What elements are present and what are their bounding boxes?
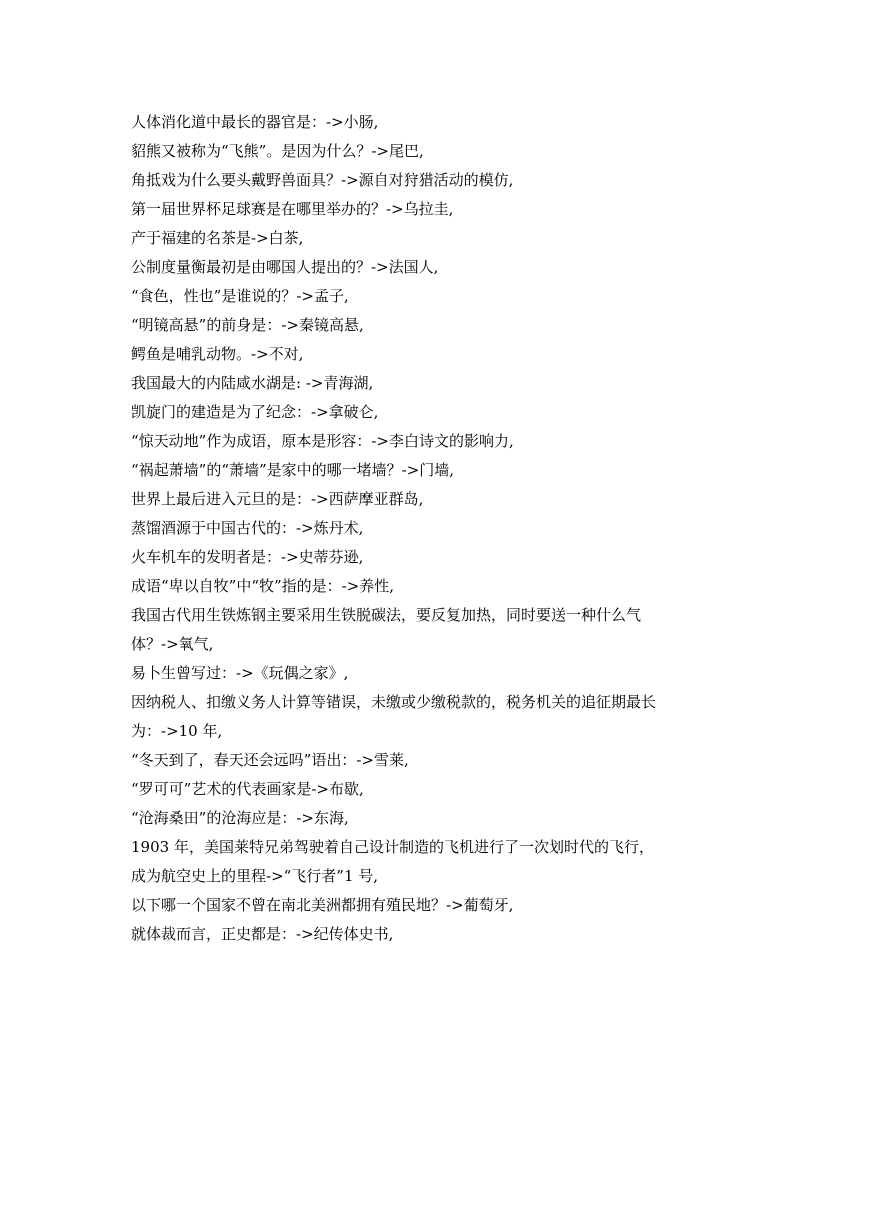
text-line: 1903 年，美国莱特兄弟驾驶着自己设计制造的飞机进行了一次划时代的飞行， [131, 838, 654, 856]
text-line: 我国古代用生铁炼钢主要采用生铁脱碳法，要反复加热，同时要送一种什么气 [131, 606, 642, 624]
text-line: 为：->10 年, [131, 722, 223, 740]
text-line: 第一届世界杯足球赛是在哪里举办的？->乌拉圭, [131, 200, 454, 218]
text-line: “明镜高悬”的前身是：->秦镜高悬, [131, 316, 364, 334]
text-line: 易卜生曾写过：->《玩偶之家》, [131, 664, 349, 682]
text-line: 世界上最后进入元旦的是：->西萨摩亚群岛, [131, 490, 424, 508]
text-line: 鳄鱼是哺乳动物。->不对, [131, 345, 304, 363]
text-line: 以下哪一个国家不曾在南北美洲都拥有殖民地？->葡萄牙, [131, 896, 514, 914]
text-line: 产于福建的名茶是->白茶, [131, 229, 304, 247]
text-line: “冬天到了，春天还会远吗”语出：->雪莱, [131, 751, 409, 769]
text-line: 人体消化道中最长的器官是：->小肠, [131, 113, 379, 131]
text-line: 蒸馏酒源于中国古代的：->炼丹术, [131, 519, 364, 537]
text-line: 体？->氧气, [131, 635, 214, 653]
text-line: “祸起萧墙”的“萧墙”是家中的哪一堵墙？->门墙, [131, 461, 455, 479]
text-line: 公制度量衡最初是由哪国人提出的？->法国人, [131, 258, 439, 276]
text-line: 貂熊又被称为“飞熊”。是因为什么？->尾巴, [131, 142, 424, 160]
text-line: 凯旋门的建造是为了纪念：->拿破仑, [131, 403, 379, 421]
text-line: “食色，性也”是谁说的？->孟子, [131, 287, 349, 305]
text-line: 成为航空史上的里程->“飞行者”1 号, [131, 867, 379, 885]
text-line: 成语“卑以自牧”中“牧”指的是：->养性, [131, 577, 395, 595]
text-line: 我国最大的内陆咸水湖是: ->青海湖, [131, 374, 374, 392]
text-line: 因纳税人、扣缴义务人计算等错误，未缴或少缴税款的，税务机关的追征期最长 [131, 693, 657, 711]
text-line: 角抵戏为什么要头戴野兽面具？->源自对狩猎活动的模仿, [131, 171, 514, 189]
text-line: 火车机车的发明者是：->史蒂芬逊, [131, 548, 364, 566]
document-body [131, 108, 743, 949]
text-line: 就体裁而言，正史都是：->纪传体史书, [131, 925, 394, 943]
text-line: “沧海桑田”的沧海应是：->东海, [131, 809, 349, 827]
text-line: “惊天动地”作为成语，原本是形容：->李白诗文的影响力, [131, 432, 514, 450]
text-line: “罗可可”艺术的代表画家是->布歇, [131, 780, 364, 798]
